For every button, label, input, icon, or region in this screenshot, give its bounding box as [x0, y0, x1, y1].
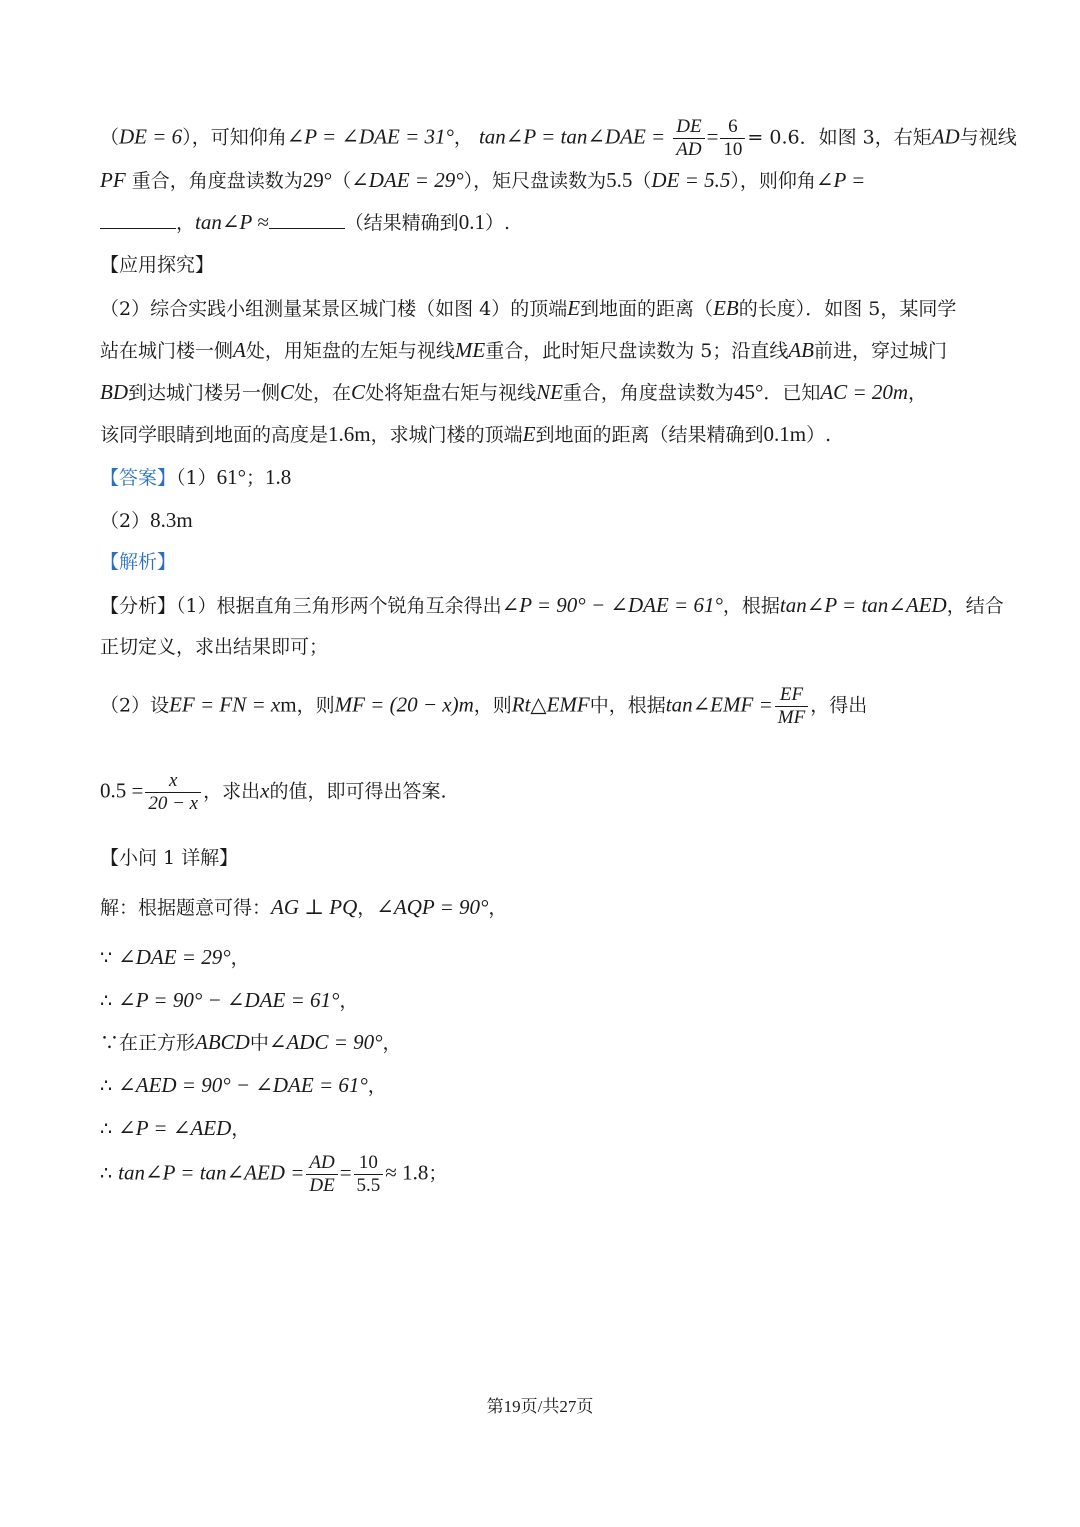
solution-line-2 — [100, 945, 984, 970]
math: 0.1m — [763, 422, 807, 446]
math: ∠P = — [815, 168, 866, 192]
denominator: AD — [676, 139, 702, 160]
math: NE — [536, 380, 563, 404]
text: 该同学眼睛到地面的高度是 — [100, 424, 329, 446]
math: DE = 6 — [119, 124, 183, 149]
math: tan∠P = tan∠AED = — [118, 1160, 305, 1185]
text: （ — [332, 170, 352, 192]
text: ，则 — [473, 694, 512, 717]
denominator: MF — [777, 707, 806, 728]
text: 重合，角度盘读数为 — [562, 382, 734, 404]
text-line-1 — [100, 116, 1017, 161]
text: 处，在 — [294, 382, 352, 404]
text: ，则 — [296, 694, 335, 717]
text: 站在城门楼一侧 — [100, 340, 234, 362]
analysis-heading: 【解析】 — [100, 551, 177, 573]
math: E — [522, 422, 536, 446]
math: m — [280, 692, 297, 717]
text: 处将矩盘右矩与视线 — [365, 382, 537, 404]
text: ），可知仰角 — [182, 126, 287, 149]
text-line-3 — [100, 210, 984, 235]
numerator: EF — [775, 684, 808, 707]
math: tan∠P ≈ — [195, 210, 269, 234]
numerator: AD — [306, 1152, 337, 1175]
text: ； — [246, 467, 266, 489]
sub-question-heading: 【小问 1 详解】 — [100, 847, 239, 869]
text: （ — [632, 170, 652, 192]
math: C — [351, 380, 366, 404]
math: ∠P = ∠DAE = 31° — [286, 124, 454, 149]
text: （2） — [100, 510, 151, 532]
text: ，求城门楼的顶端 — [370, 424, 523, 446]
therefore-symbol: ∴ — [100, 1162, 113, 1185]
math: DE = 5.5 — [651, 168, 731, 192]
math: AD — [931, 124, 960, 149]
text-line-15 — [100, 770, 984, 815]
math: ME — [454, 338, 486, 362]
math: 5.5 — [606, 168, 633, 192]
math: 8.3m — [150, 508, 193, 532]
therefore-symbol: ∴ — [100, 1118, 113, 1140]
denominator: 20 − x — [148, 793, 199, 814]
text-line-13: 正切定义，求出结果即可； — [100, 636, 329, 658]
math: EF = FN = x — [169, 692, 281, 717]
math: AB — [788, 338, 814, 362]
text-line-2 — [100, 168, 984, 193]
text-line-6 — [100, 338, 984, 363]
fraction-x-20-x — [145, 770, 201, 815]
text: （2）综合实践小组测量某景区城门楼（如图 4）的顶端 — [100, 298, 568, 320]
math: ∠DAE = 29° — [118, 945, 231, 969]
text-line-8 — [100, 422, 984, 447]
text: ．已知 — [763, 382, 821, 404]
text: 中 — [249, 1032, 269, 1054]
fraction-10-5-5 — [354, 1152, 384, 1197]
math: tan∠P = tan∠AED — [779, 593, 947, 617]
math: ∠AQP = 90° — [376, 895, 489, 919]
text: ），矩尺盘读数为 — [463, 170, 607, 192]
text: ），则仰角 — [730, 170, 816, 192]
text: 到达城门楼另一侧 — [128, 382, 281, 404]
text: 的长度）．如图 5，某同学 — [738, 298, 957, 320]
text: ， — [357, 897, 377, 919]
math: AC = 20m — [820, 380, 909, 404]
text-line-7 — [100, 380, 984, 405]
text: ，结合 — [946, 595, 1004, 617]
answer-line-2 — [100, 508, 984, 533]
math: AG ⊥ PQ — [271, 895, 358, 919]
text-line-14 — [100, 684, 984, 729]
math: 61° — [216, 465, 247, 489]
text: ，根据 — [722, 595, 780, 617]
fraction-ad-de — [306, 1152, 337, 1197]
numerator: 6 — [720, 116, 745, 139]
text: 解：根据题意可得： — [100, 897, 272, 919]
text: 重合，此时矩尺盘读数为 5；沿直线 — [485, 340, 789, 362]
text: 前进，穿过城门 — [813, 340, 947, 362]
math: C — [280, 380, 295, 404]
text-line-12 — [100, 593, 1004, 618]
math: ∠DAE = 29° — [351, 168, 464, 192]
math: x — [260, 778, 270, 803]
text: ∵在正方形 — [100, 1032, 196, 1054]
math: PF — [100, 168, 126, 192]
answer-blank-2[interactable] — [269, 212, 345, 229]
math: MF = (20 − x)m — [334, 692, 474, 717]
math: ∠P = 90° − ∠DAE = 61° — [501, 593, 723, 617]
text: ， — [908, 382, 928, 404]
text-line-5 — [100, 296, 984, 321]
numerator: DE — [673, 116, 704, 139]
therefore-symbol: ∴ — [100, 1075, 113, 1097]
math: 1.6m — [328, 422, 371, 446]
math: Rt△EMF — [511, 692, 590, 717]
text: 与视线 — [959, 126, 1017, 149]
text: ， — [176, 212, 196, 234]
denominator: 10 — [723, 139, 743, 160]
math: = — [706, 124, 719, 149]
math: 0.5 = — [100, 778, 144, 803]
solution-line-5 — [100, 1073, 984, 1098]
solution-line-3 — [100, 988, 984, 1013]
math: ∠P = 90° − ∠DAE = 61° — [118, 988, 340, 1012]
math: tan∠EMF = — [665, 692, 773, 717]
text: ， — [339, 990, 359, 1012]
text: 重合，角度盘读数为 — [131, 170, 303, 192]
text: ， — [453, 126, 473, 149]
text: ， — [230, 947, 250, 969]
text: ， — [367, 1075, 387, 1097]
text: （ — [100, 126, 120, 149]
therefore-symbol: ∴ — [100, 990, 113, 1012]
math: E — [567, 296, 581, 320]
math: ∠ADC = 90° — [268, 1030, 383, 1054]
math: 45° — [733, 380, 764, 404]
text: ，得出 — [810, 694, 868, 717]
denominator: 5.5 — [356, 1175, 381, 1196]
page-number-footer: 第19页/共27页 — [486, 1397, 594, 1416]
math: 0.1 — [458, 210, 485, 234]
text: 到地面的距离（ — [580, 298, 714, 320]
math: = — [339, 1160, 352, 1185]
numerator: 10 — [354, 1152, 384, 1175]
fraction-de-ad — [673, 116, 704, 161]
math: EB — [713, 296, 739, 320]
math: ∠AED = 90° − ∠DAE = 61° — [118, 1073, 368, 1097]
answer-line-1 — [100, 465, 984, 490]
solution-line-7 — [100, 1152, 984, 1197]
because-symbol: ∵ — [100, 947, 113, 969]
fraction-ef-mf — [775, 684, 808, 729]
math: 29° — [302, 168, 333, 192]
text: （2）设 — [100, 694, 170, 717]
solution-line-1 — [100, 895, 984, 920]
answer-label: 【答案】 — [100, 467, 177, 489]
text: 处，用矩盘的左矩与视线 — [245, 340, 455, 362]
fraction-6-10 — [720, 116, 745, 161]
text: = 0.6．如图 3，右矩 — [747, 126, 932, 149]
math: ABCD — [195, 1030, 250, 1054]
math: ∠P = ∠AED — [118, 1116, 232, 1140]
math: 1.8 — [265, 465, 292, 489]
solution-line-6 — [100, 1116, 984, 1141]
text: 【分析】（1）根据直角三角形两个锐角互余得出 — [100, 595, 502, 617]
text: ，求出 — [203, 780, 261, 803]
text: （结果精确到 — [344, 212, 459, 234]
text: ， — [231, 1118, 251, 1140]
solution-line-4 — [100, 1030, 984, 1055]
text: （1） — [176, 467, 217, 489]
answer-blank-1[interactable] — [100, 212, 176, 229]
text: 中，根据 — [589, 694, 666, 717]
text: 到地面的距离（结果精确到 — [535, 424, 764, 446]
math: A — [233, 338, 246, 362]
text: ）. — [806, 424, 832, 446]
numerator: x — [145, 770, 201, 793]
text: ， — [382, 1032, 402, 1054]
text: ， — [488, 897, 508, 919]
denominator: DE — [309, 1175, 335, 1196]
math: BD — [100, 380, 128, 404]
text: ）. — [484, 212, 510, 234]
section-heading-application: 【应用探究】 — [100, 254, 215, 276]
math: tan∠P = tan∠DAE = — [478, 124, 666, 149]
math: ≈ 1.8 — [385, 1160, 429, 1185]
text: 的值，即可得出答案. — [269, 780, 447, 803]
text: ； — [428, 1162, 448, 1185]
